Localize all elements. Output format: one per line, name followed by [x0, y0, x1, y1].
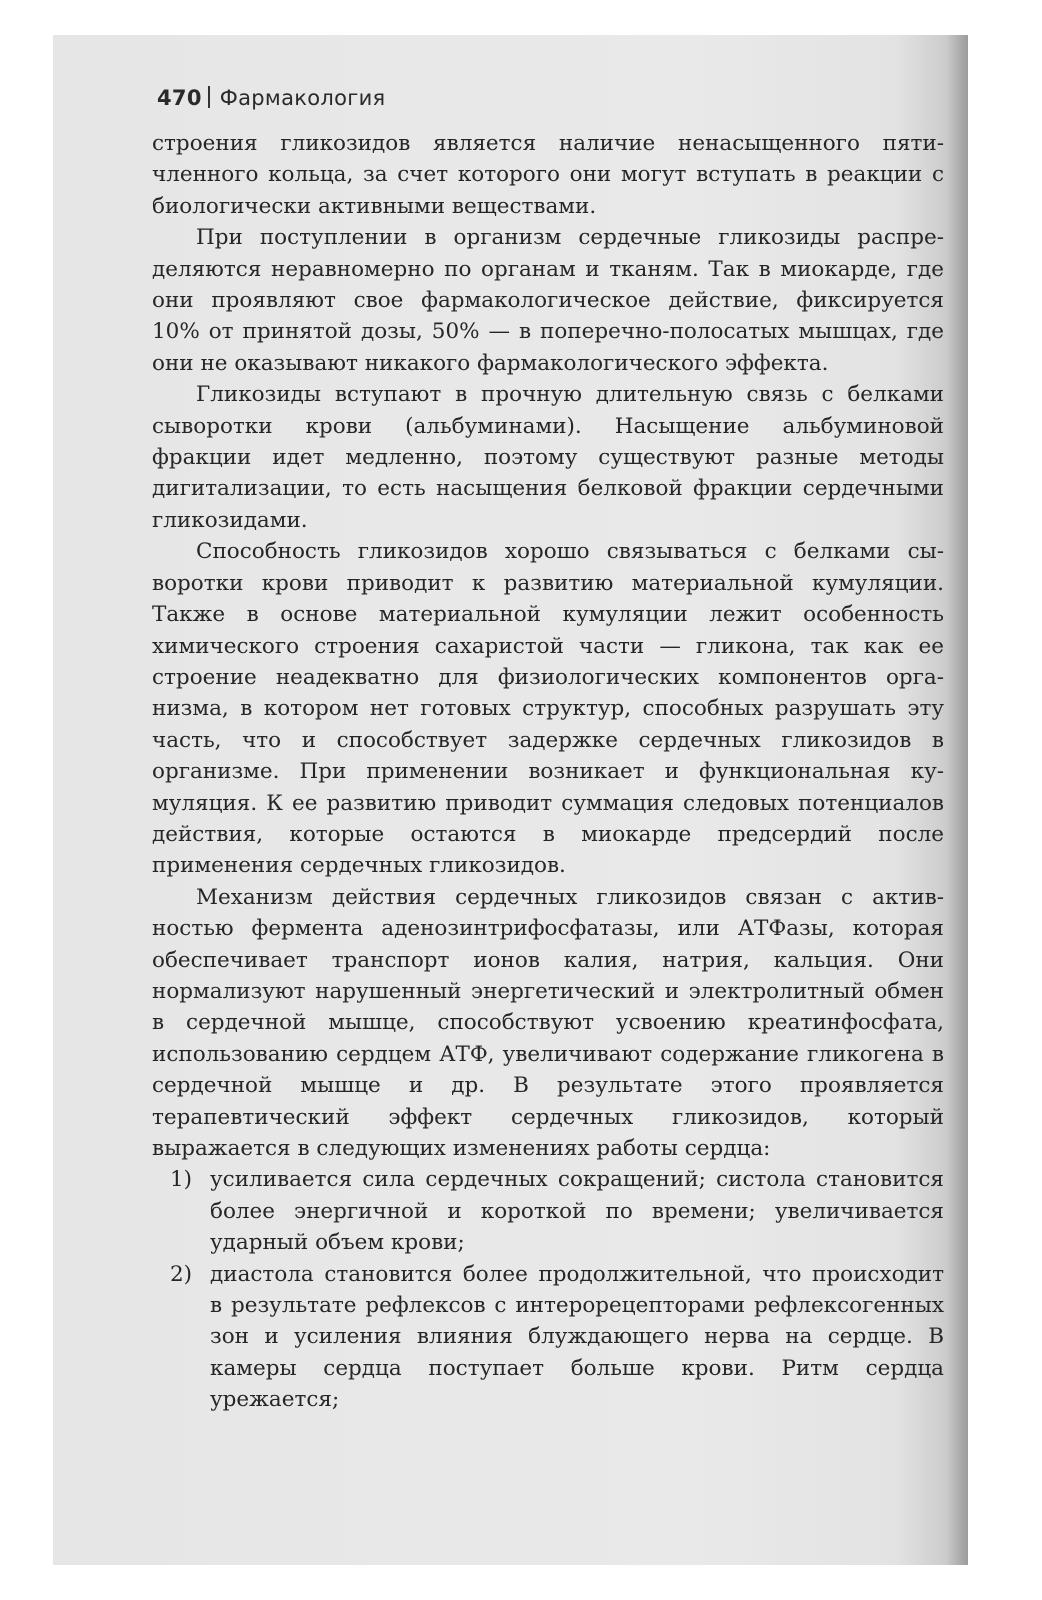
- paragraph: Механизм действия сердечных гликозидов связан с активностью фермента аденозинтрифосфатазы, или АТФазы, которая обеспечивает транспорт ионов калия, натрия, кальция. Они нормализуют нарушенный энергетический и электролитный обмен в сердечной мышце, способствуют усвоению креатинфосфата, использованию сердцем АТФ, увеличивают содержание гликогена в сердечной мышце и др. В результате этого проявляется терапевтический эффект сердечных гликозидов, который выражается в следующих изменениях работы сердца:: [152, 884, 944, 1161]
- list-item-text: диастола становится более продолжительной, что происходит в результате рефлексов с интерорецепторами рефлексогенных зон и усиления влияния блуждающего нерва на сердце. В камеры сердца поступает больше крови. Ритм сердца урежается;: [210, 1261, 944, 1413]
- paragraph: Способность гликозидов хорошо связываться с белками сыворотки крови приводит к развитию материальной кумуляции. Также в основе материальной кумуляции лежит особенность химического строения сахаристой части — гликона, так как ее строение неадекватно для физиологических компонентов организма, в котором нет готовых структур, способных разрушать эту часть, что и способствует задержке сердечных гликозидов в организме. При применении возникает и функциональная кумуляция. К ее развитию приводит суммация следовых потенциалов действия, которые остаются в миокарде предсердий после применения сердечных гликозидов.: [152, 539, 944, 879]
- paragraph: Гликозиды вступают в прочную длительную связь с белками сыворотки крови (альбуминами). Насыщение альбуминовой фракции идет медленно, поэтому существуют разные методы дигитализации, то есть насыщения белковой фракции сердечными гликозидами.: [152, 382, 944, 533]
- header-divider: [208, 86, 210, 108]
- list-item-number: 2): [170, 1261, 193, 1287]
- list-item-text: усиливается сила сердечных сокращений; систола становится более энергичной и короткой по времени; увеличивается ударный объем крови;: [210, 1167, 944, 1256]
- list-item: [152, 1164, 944, 1258]
- effects-list: [152, 1164, 944, 1415]
- running-head: [157, 86, 385, 110]
- body-text: [152, 128, 944, 1416]
- list-item: [152, 1259, 944, 1416]
- section-title: Фармакология: [219, 86, 386, 110]
- paragraph: При поступлении в организм сердечные гликозиды распределяются неравномерно по органам и тканям. Так в миокарде, где они проявляют свое фармакологическое действие, фиксируется 10% от принятой дозы, 50% — в поперечно-полосатых мышцах, где они не оказывают никакого фармакологического эффекта.: [152, 225, 944, 376]
- list-item-number: 1): [170, 1167, 193, 1193]
- paragraph-continuation: строения гликозидов является наличие ненасыщенного пятичленного кольца, за счет которого они могут вступать в реакции с биологически активными веществами.: [152, 131, 944, 219]
- page-number: 470: [157, 86, 202, 110]
